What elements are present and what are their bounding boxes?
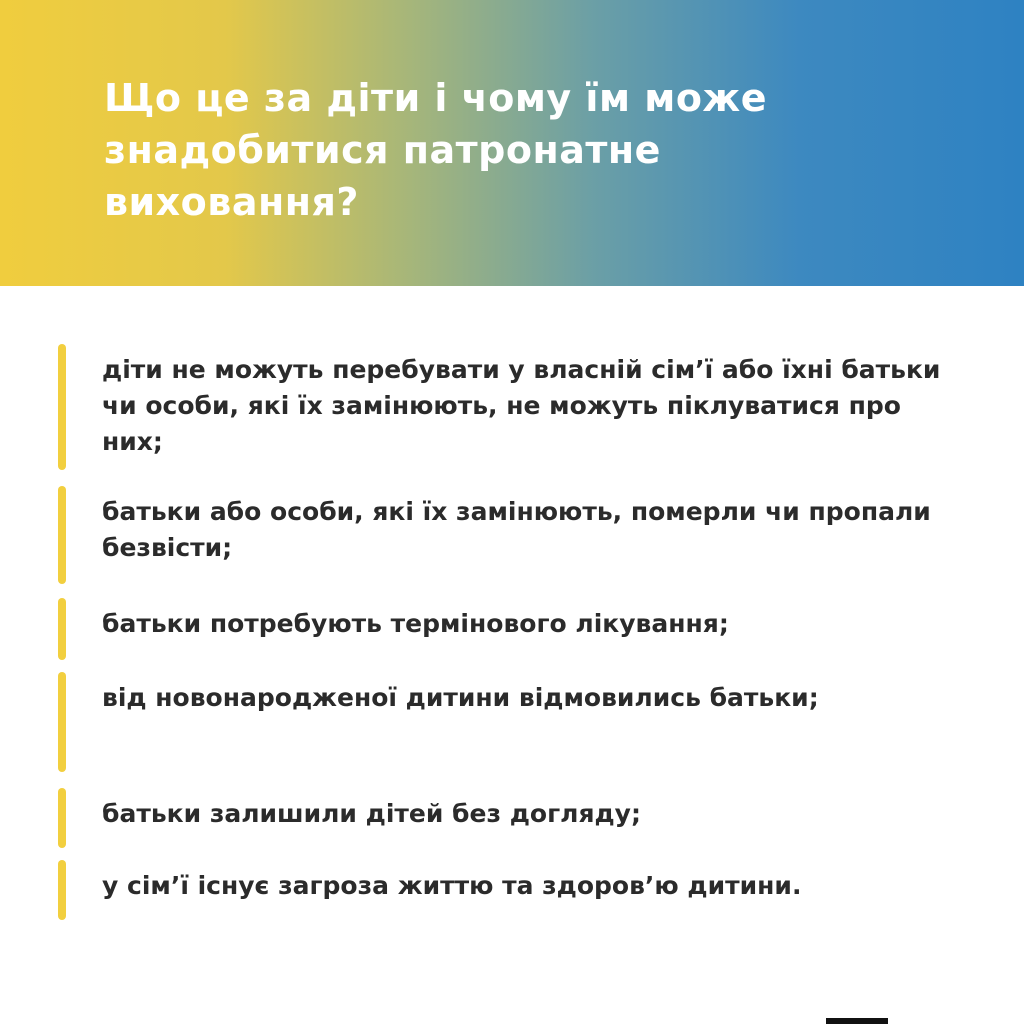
accent-bar [58,672,66,772]
accent-bar [58,788,66,848]
gradient-header [0,0,1024,286]
accent-bar [58,598,66,660]
accent-bar [58,344,66,470]
corner-mark [826,1018,888,1024]
list-item-text: батьки залишили дітей без догляду; [102,799,641,828]
page-title: Що це за діти і чому їм може знадобитися патронатне виховання? [104,76,768,224]
accent-bar [58,860,66,920]
list-item-text: батьки або особи, які їх замінюють, померли чи пропали безвісти; [102,497,931,562]
list-item-text: у сім’ї існує загроза життю та здоров’ю дитини. [102,871,802,900]
accent-bar [58,486,66,584]
list-item-text: батьки потребують термінового лікування; [102,609,729,638]
list-item-text: діти не можуть перебувати у власній сім’ї або їхні батьки чи особи, які їх замінюють, не можуть піклуватися про них; [102,355,941,456]
list-item-text: від новонародженої дитини відмовились батьки; [102,683,819,712]
